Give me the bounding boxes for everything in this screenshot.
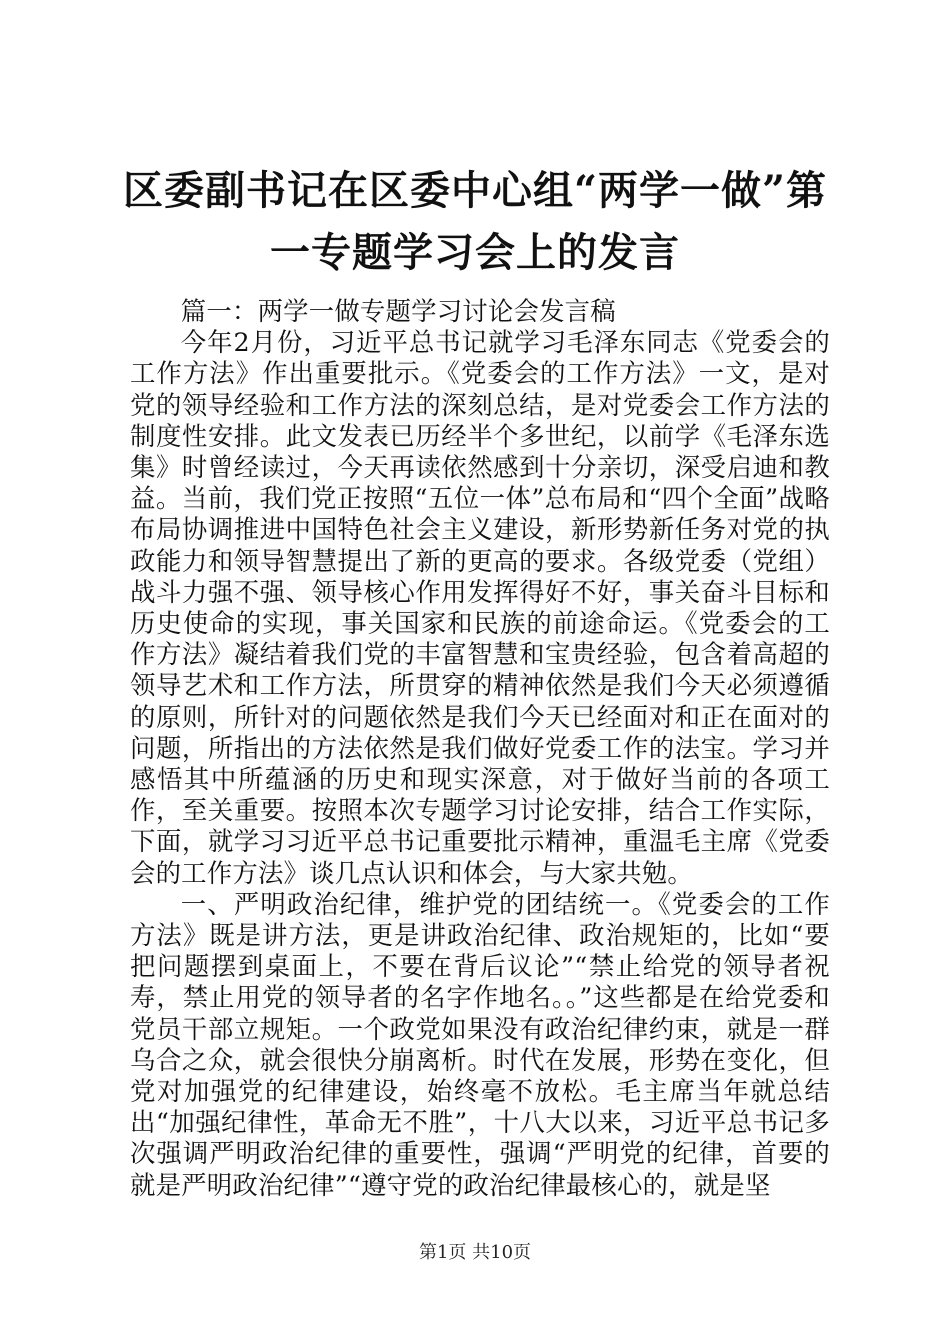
body-paragraph: 一、严明政治纪律，维护党的团结统一。《党委会的工作方法》既是讲方法，更是讲政治纪律、政治规矩的，比如“要把问题摆到桌面上，不要在背后议论”“禁止给党的领导者祝寿，禁止用党的领导者的名字作地名。。”这些都是在给党委和党员干部立规矩。一个政党如果没有政治纪律约束，就是一群乌合之众，就会很快分崩离析。时代在发展，形势在变化，但党对加强党的纪律建设，始终毫不放松。毛主席当年就总结出“加强纪律性，革命无不胜”，十八大以来，习近平总书记多次强调严明政治纪律的重要性，强调“严明党的纪律，首要的就是严明政治纪律”“遵守党的政治纪律最核心的，就是坚	[130, 888, 830, 1200]
page-footer: 第1页 共10页	[418, 1242, 532, 1263]
body-paragraph: 今年2月份，习近平总书记就学习毛泽东同志《党委会的工作方法》作出重要批示。《党委会的工作方法》一文，是对党的领导经验和工作方法的深刻总结，是对党委会工作方法的制度性安排。此文发表已历经半个多世纪，以前学《毛泽东选集》时曾经读过，今天再读依然感到十分亲切，深受启迪和教益。当前，我们党正按照“五位一体”总布局和“四个全面”战略布局协调推进中国特色社会主义建设，新形势新任务对党的执政能力和领导智慧提出了新的更高的要求。各级党委（党组）战斗力强不强、领导核心作用发挥得好不好，事关奋斗目标和历史使命的实现，事关国家和民族的前途命运。《党委会的工作方法》凝结着我们党的丰富智慧和宝贵经验，包含着高超的领导艺术和工作方法，所贯穿的精神依然是我们今天必须遵循的原则，所针对的问题依然是我们今天已经面对和正在面对的问题，所指出的方法依然是我们做好党委工作的法宝。学习并感悟其中所蕴涵的历史和现实深意，对于做好当前的各项工作，至关重要。按照本次专题学习讨论安排，结合工作实际，下面，就学习习近平总书记重要批示精神，重温毛主席《党委会的工作方法》谈几点认识和体会，与大家共勉。	[130, 327, 830, 888]
document-body	[130, 296, 830, 1201]
section-heading: 篇一：两学一做专题学习讨论会发言稿	[180, 296, 616, 326]
document-title: 区委副书记在区委中心组“两学一做”第一专题学习会上的发言	[122, 167, 827, 276]
